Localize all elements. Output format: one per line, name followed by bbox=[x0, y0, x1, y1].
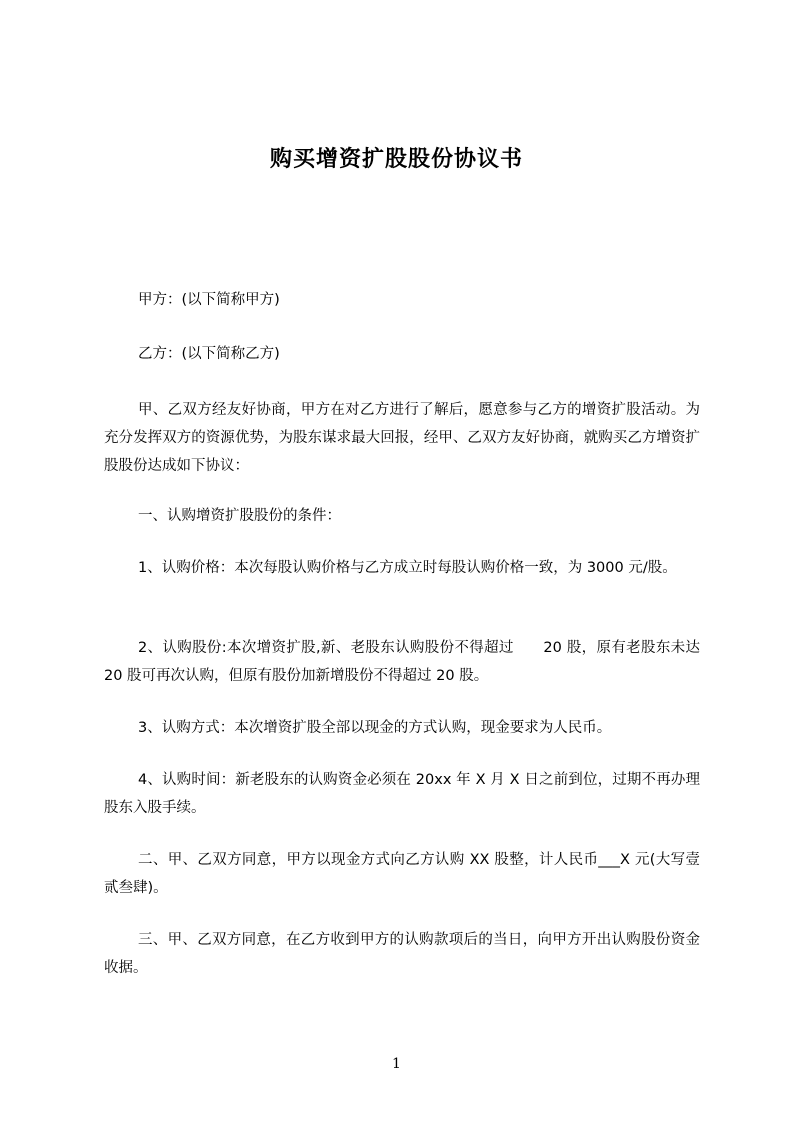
clause-shares: 2、认购股份:本次增资扩股,新、老股东认购股份不得超过 20 股，原有老股东未达 20 股可再次认购，但原有股份加新增股份不得超过 20 股。 bbox=[104, 640, 700, 684]
document-title: 购买增资扩股股份协议书 bbox=[269, 147, 523, 172]
section-one-heading: 一、认购增资扩股股份的条件： bbox=[138, 508, 341, 524]
clause-price: 1、认购价格：本次每股认购价格与乙方成立时每股认购价格一致，为 3000 元/股。 bbox=[138, 560, 677, 576]
page-number: 1 bbox=[392, 1056, 401, 1072]
section-two-paragraph: 二、甲、乙双方同意，甲方以现金方式向乙方认购 XX 股整，计人民币___X 元(大写壹贰叁肆)。 bbox=[104, 852, 700, 896]
clause-method: 3、认购方式：本次增资扩股全部以现金的方式认购，现金要求为人民币。 bbox=[138, 720, 612, 736]
section-three-paragraph: 三、甲、乙双方同意，在乙方收到甲方的认购款项后的当日，向甲方开出认购股份资金收据。 bbox=[104, 932, 700, 976]
preamble-paragraph: 甲、乙双方经友好协商，甲方在对乙方进行了解后，愿意参与乙方的增资扩股活动。为充分发挥双方的资源优势，为股东谋求最大回报，经甲、乙双方友好协商，就购买乙方增资扩股股份达成如下协议： bbox=[104, 402, 700, 474]
clause-time: 4、认购时间：新老股东的认购资金必须在 20xx 年 X 月 X 日之前到位，过期不再办理股东入股手续。 bbox=[104, 772, 700, 816]
party-a-line: 甲方：(以下简称甲方) bbox=[138, 292, 280, 308]
party-b-line: 乙方：(以下简称乙方) bbox=[138, 346, 280, 362]
